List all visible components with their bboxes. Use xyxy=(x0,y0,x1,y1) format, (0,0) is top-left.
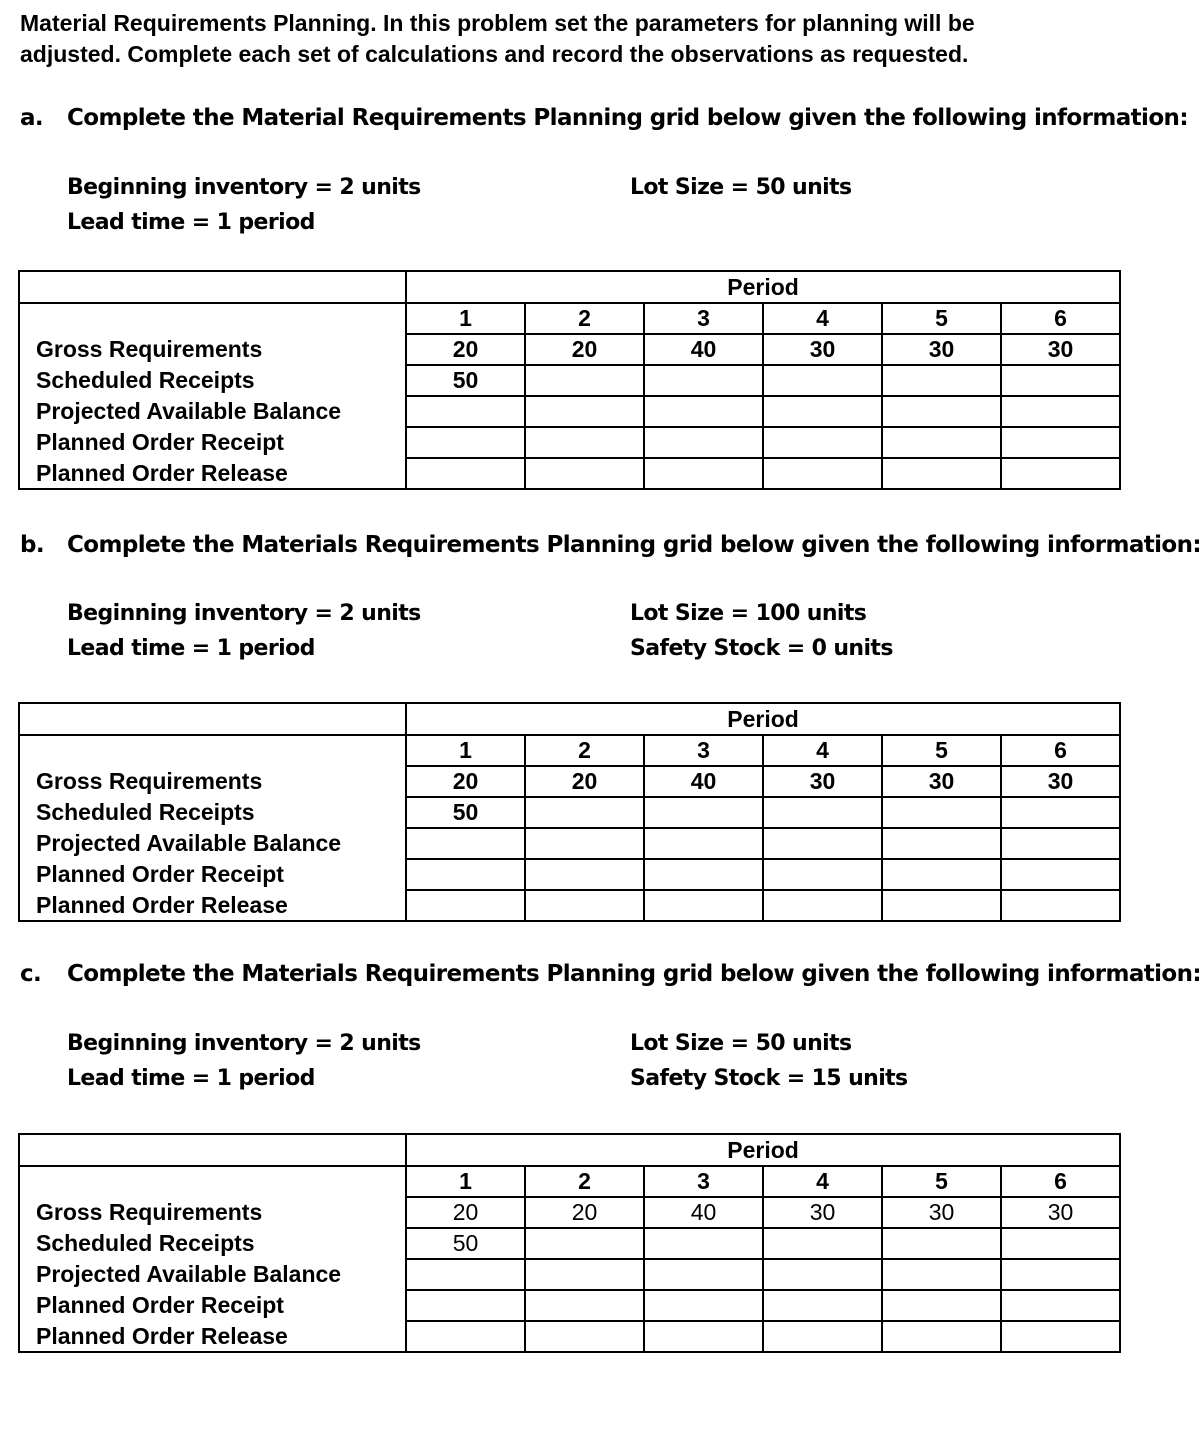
grid-cell[interactable] xyxy=(525,859,644,890)
grid-cell[interactable] xyxy=(882,1321,1001,1352)
given-info: Beginning inventory = 2 units xyxy=(67,601,421,626)
grid-cell[interactable]: 30 xyxy=(763,766,882,797)
grid-cell[interactable] xyxy=(525,1259,644,1290)
grid-cell[interactable] xyxy=(763,1321,882,1352)
period-number: 1 xyxy=(406,1166,525,1197)
section-letter: a. xyxy=(20,105,44,131)
problem-title-line-1: Material Requirements Planning. In this problem set the parameters for planning will be xyxy=(20,10,975,36)
grid-cell[interactable] xyxy=(1001,797,1120,828)
grid-cell[interactable]: 30 xyxy=(1001,334,1120,365)
grid-cell[interactable] xyxy=(1001,1228,1120,1259)
row-label: Gross Requirements xyxy=(19,1197,406,1228)
grid-cell[interactable]: 30 xyxy=(763,1197,882,1228)
grid-cell[interactable] xyxy=(406,396,525,427)
grid-cell[interactable] xyxy=(1001,828,1120,859)
grid-cell[interactable] xyxy=(1001,396,1120,427)
grid-cell[interactable]: 20 xyxy=(525,1197,644,1228)
grid-cell[interactable]: 30 xyxy=(1001,1197,1120,1228)
grid-cell[interactable] xyxy=(644,890,763,921)
grid-cell[interactable] xyxy=(525,427,644,458)
grid-cell[interactable] xyxy=(406,1290,525,1321)
grid-cell[interactable] xyxy=(763,1228,882,1259)
given-info: Lot Size = 50 units xyxy=(630,1031,852,1056)
blank-cell xyxy=(19,1166,406,1197)
grid-cell[interactable] xyxy=(1001,427,1120,458)
grid-cell[interactable] xyxy=(1001,859,1120,890)
grid-cell[interactable]: 30 xyxy=(882,1197,1001,1228)
section-heading: Complete the Materials Requirements Planning grid below given the following information: xyxy=(67,961,1202,987)
grid-cell[interactable]: 30 xyxy=(1001,766,1120,797)
period-number: 5 xyxy=(882,735,1001,766)
grid-cell[interactable] xyxy=(1001,365,1120,396)
grid-cell[interactable] xyxy=(644,828,763,859)
blank-cell xyxy=(19,271,406,303)
grid-cell[interactable] xyxy=(882,797,1001,828)
grid-cell[interactable]: 30 xyxy=(763,334,882,365)
given-info: Beginning inventory = 2 units xyxy=(67,1031,421,1056)
grid-cell[interactable] xyxy=(525,890,644,921)
given-info: Lead time = 1 period xyxy=(67,1066,315,1091)
given-info: Lot Size = 50 units xyxy=(630,175,852,200)
grid-cell[interactable] xyxy=(763,859,882,890)
given-info: Safety Stock = 0 units xyxy=(630,636,893,661)
row-label: Scheduled Receipts xyxy=(19,365,406,396)
problem-title-line-2: adjusted. Complete each set of calculations and record the observations as requested. xyxy=(20,41,969,67)
period-number: 2 xyxy=(525,1166,644,1197)
grid-cell[interactable] xyxy=(763,797,882,828)
grid-cell[interactable] xyxy=(406,1321,525,1352)
grid-cell[interactable]: 40 xyxy=(644,1197,763,1228)
grid-cell[interactable] xyxy=(763,1290,882,1321)
grid-cell[interactable] xyxy=(406,1259,525,1290)
grid-cell[interactable] xyxy=(406,859,525,890)
grid-cell[interactable] xyxy=(525,396,644,427)
grid-cell[interactable] xyxy=(882,458,1001,489)
grid-cell[interactable] xyxy=(763,890,882,921)
grid-cell[interactable] xyxy=(644,1290,763,1321)
period-number: 4 xyxy=(763,303,882,334)
mrp-grid xyxy=(18,270,1121,490)
blank-cell xyxy=(19,1134,406,1166)
period-number: 3 xyxy=(644,1166,763,1197)
grid-cell[interactable] xyxy=(1001,1259,1120,1290)
given-info: Lead time = 1 period xyxy=(67,636,315,661)
row-label: Planned Order Receipt xyxy=(19,1290,406,1321)
section-heading: Complete the Material Requirements Planning grid below given the following information: xyxy=(67,105,1188,131)
given-info: Safety Stock = 15 units xyxy=(630,1066,908,1091)
grid-cell[interactable]: 30 xyxy=(882,334,1001,365)
period-number: 4 xyxy=(763,1166,882,1197)
row-label: Gross Requirements xyxy=(19,334,406,365)
grid-cell[interactable] xyxy=(644,396,763,427)
period-number: 6 xyxy=(1001,1166,1120,1197)
grid-cell[interactable] xyxy=(882,890,1001,921)
blank-cell xyxy=(19,303,406,334)
grid-cell[interactable] xyxy=(882,1290,1001,1321)
row-label: Gross Requirements xyxy=(19,766,406,797)
given-info: Lot Size = 100 units xyxy=(630,601,867,626)
grid-cell[interactable] xyxy=(406,828,525,859)
grid-cell[interactable]: 40 xyxy=(644,334,763,365)
period-number: 1 xyxy=(406,735,525,766)
section-letter: b. xyxy=(20,532,45,558)
grid-cell[interactable] xyxy=(644,859,763,890)
grid-cell[interactable]: 20 xyxy=(406,1197,525,1228)
period-number: 5 xyxy=(882,1166,1001,1197)
grid-cell[interactable] xyxy=(882,396,1001,427)
grid-cell[interactable]: 50 xyxy=(406,1228,525,1259)
period-number: 5 xyxy=(882,303,1001,334)
row-label: Planned Order Release xyxy=(19,890,406,921)
grid-cell[interactable] xyxy=(644,365,763,396)
grid-cell[interactable]: 50 xyxy=(406,797,525,828)
row-label: Projected Available Balance xyxy=(19,1259,406,1290)
grid-cell[interactable] xyxy=(763,396,882,427)
grid-cell[interactable] xyxy=(882,1259,1001,1290)
mrp-grid xyxy=(18,1133,1121,1353)
grid-cell[interactable] xyxy=(644,1228,763,1259)
grid-cell[interactable] xyxy=(644,1259,763,1290)
grid-cell[interactable]: 20 xyxy=(525,334,644,365)
row-label: Projected Available Balance xyxy=(19,396,406,427)
grid-cell[interactable] xyxy=(406,427,525,458)
grid-cell[interactable] xyxy=(1001,458,1120,489)
grid-cell[interactable] xyxy=(882,427,1001,458)
grid-cell[interactable]: 20 xyxy=(525,766,644,797)
grid-cell[interactable] xyxy=(763,828,882,859)
mrp-grid xyxy=(18,702,1121,922)
grid-cell[interactable] xyxy=(644,797,763,828)
grid-cell[interactable] xyxy=(763,458,882,489)
grid-cell[interactable] xyxy=(644,427,763,458)
grid-cell[interactable] xyxy=(406,890,525,921)
blank-cell xyxy=(19,703,406,735)
blank-cell xyxy=(19,735,406,766)
grid-cell[interactable] xyxy=(882,1228,1001,1259)
grid-cell[interactable] xyxy=(882,365,1001,396)
grid-cell[interactable] xyxy=(406,458,525,489)
row-label: Projected Available Balance xyxy=(19,828,406,859)
grid-cell[interactable] xyxy=(644,458,763,489)
grid-cell[interactable] xyxy=(525,797,644,828)
period-number: 4 xyxy=(763,735,882,766)
row-label: Scheduled Receipts xyxy=(19,797,406,828)
grid-cell[interactable]: 30 xyxy=(882,766,1001,797)
period-number: 2 xyxy=(525,303,644,334)
period-header: Period xyxy=(406,1134,1120,1166)
grid-cell[interactable] xyxy=(644,1321,763,1352)
given-info: Beginning inventory = 2 units xyxy=(67,175,421,200)
grid-cell[interactable] xyxy=(763,365,882,396)
grid-cell[interactable] xyxy=(525,1290,644,1321)
row-label: Planned Order Receipt xyxy=(19,859,406,890)
grid-cell[interactable] xyxy=(1001,1321,1120,1352)
grid-cell[interactable]: 20 xyxy=(406,766,525,797)
grid-cell[interactable]: 20 xyxy=(406,334,525,365)
grid-cell[interactable]: 40 xyxy=(644,766,763,797)
grid-cell[interactable] xyxy=(882,859,1001,890)
section-letter: c. xyxy=(20,961,42,987)
period-number: 6 xyxy=(1001,735,1120,766)
row-label: Planned Order Release xyxy=(19,1321,406,1352)
grid-cell[interactable] xyxy=(525,365,644,396)
section-heading: Complete the Materials Requirements Planning grid below given the following information: xyxy=(67,532,1202,558)
grid-cell[interactable] xyxy=(525,1321,644,1352)
grid-cell[interactable] xyxy=(525,1228,644,1259)
period-number: 2 xyxy=(525,735,644,766)
row-label: Scheduled Receipts xyxy=(19,1228,406,1259)
grid-cell[interactable] xyxy=(1001,1290,1120,1321)
grid-cell[interactable] xyxy=(882,828,1001,859)
grid-cell[interactable]: 50 xyxy=(406,365,525,396)
period-number: 1 xyxy=(406,303,525,334)
period-header: Period xyxy=(406,271,1120,303)
row-label: Planned Order Receipt xyxy=(19,427,406,458)
grid-cell[interactable] xyxy=(763,427,882,458)
grid-cell[interactable] xyxy=(1001,890,1120,921)
grid-cell[interactable] xyxy=(763,1259,882,1290)
period-number: 3 xyxy=(644,303,763,334)
row-label: Planned Order Release xyxy=(19,458,406,489)
period-header: Period xyxy=(406,703,1120,735)
grid-cell[interactable] xyxy=(525,458,644,489)
period-number: 6 xyxy=(1001,303,1120,334)
period-number: 3 xyxy=(644,735,763,766)
grid-cell[interactable] xyxy=(525,828,644,859)
given-info: Lead time = 1 period xyxy=(67,210,315,235)
